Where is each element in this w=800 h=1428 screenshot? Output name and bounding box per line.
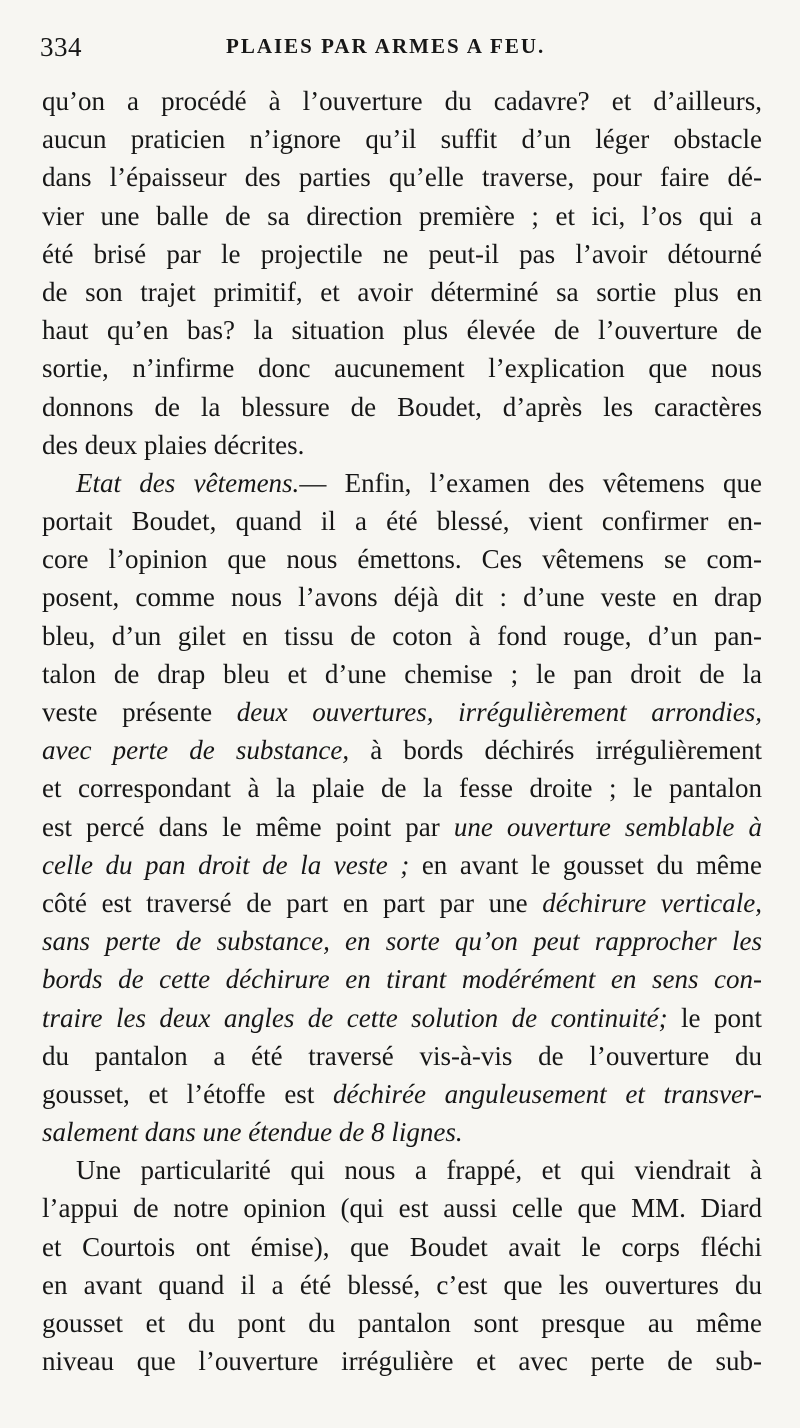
italic-text: une ouverture semblable à: [453, 811, 762, 842]
text-segment: côté est traversé de part en part par une: [42, 887, 543, 918]
text-line: [42, 235, 762, 273]
text-segment: en avant quand il a été blessé, c’est que les ouvertures du: [42, 1269, 762, 1300]
text-line: [42, 311, 762, 349]
text-segment: talon de drap bleu et d’une chemise ; le pan droit de la: [42, 658, 762, 689]
text-segment: gousset et du pont du pantalon sont presque au même: [42, 1308, 762, 1338]
text-line: [42, 960, 762, 998]
italic-text: Etat des vêtemens.: [76, 467, 300, 498]
text-line: [42, 1342, 762, 1380]
text-segment: le pont: [667, 1002, 762, 1033]
text-segment: en avant le gousset du même: [409, 849, 762, 880]
text-line: [42, 273, 762, 311]
text-segment: et Courtois ont émise), que Boudet avait le corps fléchi: [42, 1231, 762, 1262]
italic-text: avec perte de substance,: [42, 735, 350, 766]
text-line: [42, 999, 762, 1037]
text-segment: du pantalon a été traversé vis-à-vis de l’ouverture du: [42, 1040, 762, 1071]
text-line: [42, 426, 762, 464]
text-segment: est percé dans le même point par: [42, 811, 454, 842]
text-segment: sortie, n’infirme donc aucunement l’explication que nous: [42, 353, 762, 384]
text-line: [42, 1037, 762, 1075]
italic-text: déchirure verticale,: [542, 887, 762, 918]
italic-text: celle du pan droit de la veste ;: [42, 849, 410, 880]
italic-text: salement dans une étendue de 8 lignes.: [42, 1117, 463, 1148]
text-line: [42, 197, 762, 235]
text-line: [42, 1266, 762, 1304]
page-number: 334: [40, 32, 82, 62]
italic-text: traire les deux angles de cette solution de continuité;: [42, 1002, 668, 1033]
text-line: [42, 1075, 762, 1113]
text-segment: qu’on a procédé à l’ouverture du cadavre? et d’ailleurs,: [42, 86, 762, 116]
page-header: [40, 30, 760, 76]
text-segment: à bords déchirés irrégulièrement: [349, 735, 762, 766]
text-line: [42, 1151, 762, 1189]
text-line: [42, 502, 762, 540]
italic-text: deux ouvertures, irrégulièrement arrondies,: [236, 697, 763, 727]
text-segment: posent, comme nous l’avons déjà dit : d’une veste en drap: [42, 582, 762, 613]
text-line: [42, 693, 762, 731]
text-segment: haut qu’en bas? la situation plus élevée de l’ouverture de: [42, 315, 762, 346]
text-segment: veste présente: [42, 697, 237, 727]
text-segment: Une particularité qui nous a frappé, et qui viendrait à: [76, 1155, 762, 1186]
text-line: [42, 1304, 762, 1342]
text-segment: été brisé par le projectile ne peut-il pas l’avoir détourné: [42, 238, 762, 269]
text-segment: aucun praticien n’ignore qu’il suffit d’un léger obstacle: [42, 124, 762, 155]
text-segment: portait Boudet, quand il a été blessé, vient confirmer en-: [42, 506, 762, 537]
text-segment: dans l’épaisseur des parties qu’elle traverse, pour faire dé-: [42, 162, 762, 193]
italic-text: sans perte de substance, en sorte qu’on peut rapprocher les: [42, 926, 762, 957]
text-line: [42, 540, 762, 578]
text-line: [42, 922, 762, 960]
text-line: [42, 464, 762, 502]
italic-text: bords de cette déchirure en tirant modérément en sens con-: [42, 964, 762, 995]
text-line: [42, 120, 762, 158]
running-head: PLAIES PAR ARMES A FEU.: [226, 34, 546, 58]
text-line: [42, 578, 762, 616]
text-line: [42, 846, 762, 884]
text-line: [42, 808, 762, 846]
italic-text: déchirée anguleusement et transver-: [333, 1078, 762, 1109]
text-line: [42, 388, 762, 426]
text-line: [42, 655, 762, 693]
body-text: [42, 82, 762, 1380]
text-line: [42, 731, 762, 769]
text-segment: de son trajet primitif, et avoir déterminé sa sortie plus en: [42, 276, 762, 307]
text-segment: bleu, d’un gilet en tissu de coton à fond rouge, d’un pan-: [42, 620, 762, 651]
text-segment: vier une balle de sa direction première ; et ici, l’os qui a: [42, 200, 762, 231]
text-line: [42, 884, 762, 922]
text-line: [42, 1228, 762, 1266]
text-segment: des deux plaies décrites.: [42, 429, 305, 460]
text-line: [42, 349, 762, 387]
text-line: [42, 617, 762, 655]
text-segment: l’appui de notre opinion (qui est aussi celle que MM. Diard: [42, 1193, 762, 1224]
text-segment: donnons de la blessure de Boudet, d’après les caractères: [42, 391, 762, 422]
text-segment: gousset, et l’étoffe est: [42, 1078, 334, 1109]
text-line: [42, 1113, 762, 1151]
text-segment: core l’opinion que nous émettons. Ces vêtemens se com-: [42, 544, 762, 575]
text-line: [42, 158, 762, 196]
text-segment: — Enfin, l’examen des vêtemens que: [299, 467, 762, 498]
text-segment: et correspondant à la plaie de la fesse droite ; le pantalon: [42, 773, 762, 804]
text-line: [42, 769, 762, 807]
text-segment: niveau que l’ouverture irrégulière et avec perte de sub-: [42, 1346, 762, 1377]
text-line: [42, 82, 762, 120]
text-line: [42, 1189, 762, 1227]
